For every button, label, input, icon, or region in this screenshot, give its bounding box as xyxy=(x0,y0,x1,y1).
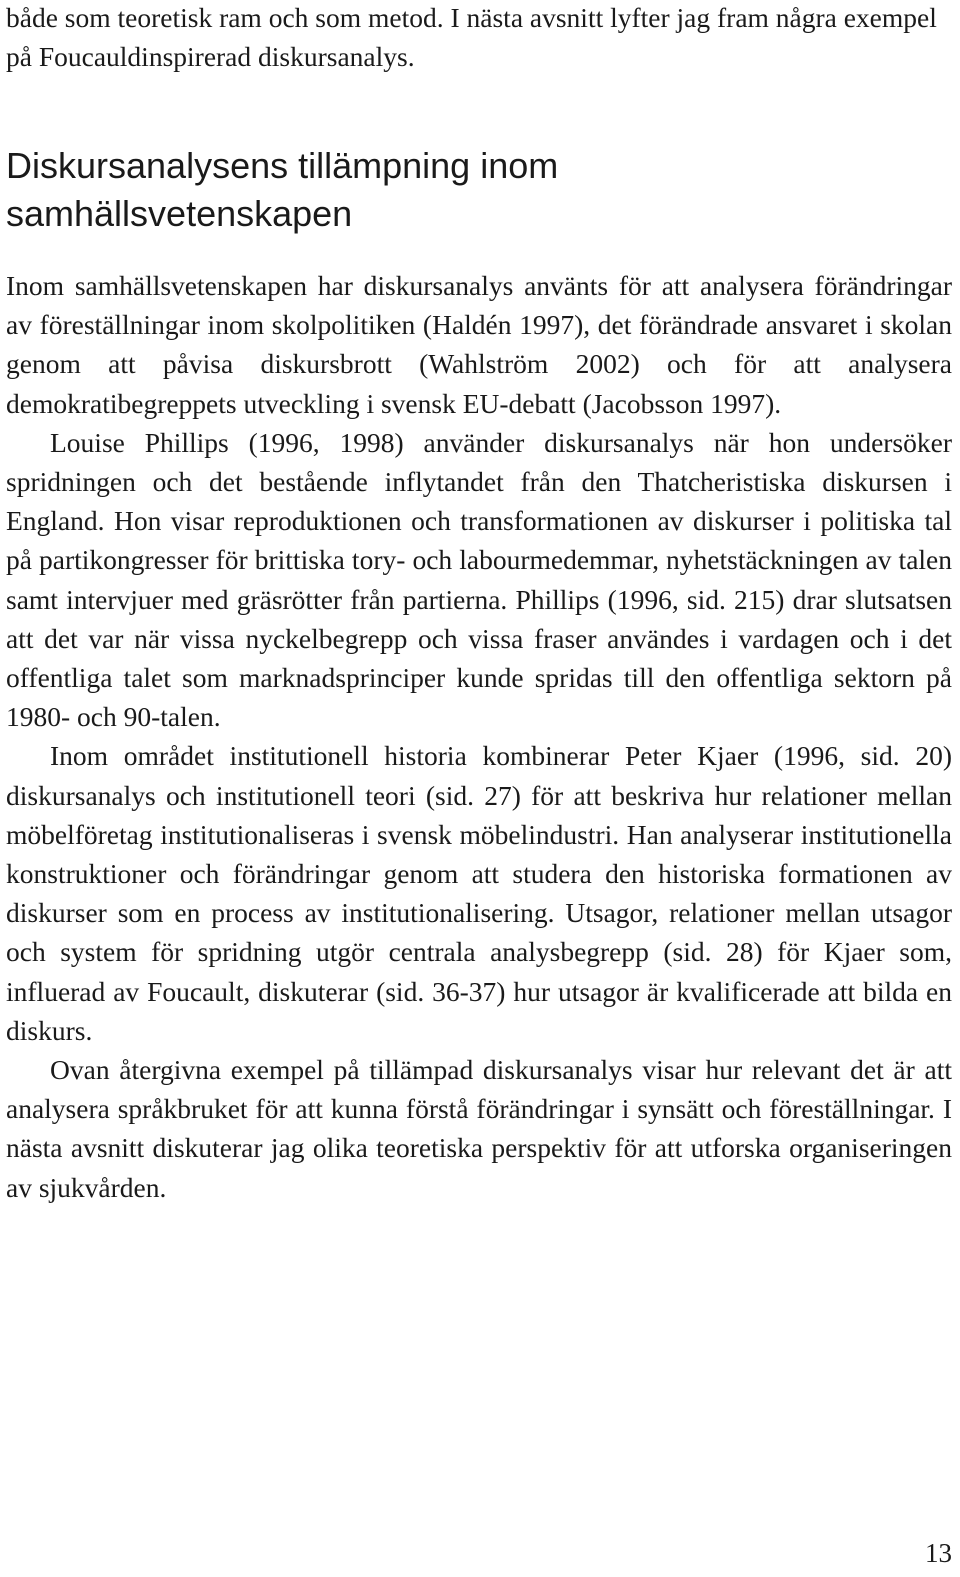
section-heading: Diskursanalysens tillämpning inom samhällsvetenskapen xyxy=(6,145,559,234)
paragraph-3: Inom området institutionell historia kombinerar Peter Kjaer (1996, sid. 20) diskursanalys och institutionell teori (sid. 27) för att beskriva hur relationer mellan möbelföretag institutionaliseras i svensk möbelindustri. Han analyserar institutionella konstruktioner och förändringar genom att studera den historiska formationen av diskurser som en process av institutionalisering. Utsagor, relationer mellan utsagor och system för spridning utgör centrala analysbegrepp (sid. 28) för Kjaer som, influerad av Foucault, diskuterar (sid. 36-37) hur utsagor är kvalificerade att bilda en diskurs. xyxy=(6,740,952,1046)
paragraph-4: Ovan återgivna exempel på tillämpad diskursanalys visar hur relevant det är att analysera språkbruket för att kunna förstå förändringar i synsätt och föreställningar. I nästa avsnitt diskuterar jag olika teoretiska perspektiv för att utforska organiseringen av sjukvården. xyxy=(6,1054,952,1203)
paragraph-2: Louise Phillips (1996, 1998) använder diskursanalys när hon undersöker spridningen och det bestående inflytandet från den Thatcheristiska diskursen i England. Hon visar reproduktionen och transformationen av diskurser i politiska tal på partikongresser för brittiska tory- och labourmedemmar, nyhetstäckningen av talen samt intervjuer med gräsrötter från partierna. Phillips (1996, sid. 215) drar slutsatsen att det var när vissa nyckelbegrepp och vissa fraser användes i vardagen och i det offentliga talet som marknadsprinciper kunde spridas till den offentliga sektorn på 1980- och 90-talen. xyxy=(6,426,952,733)
page-number: 13 xyxy=(925,1538,952,1568)
paragraph-1: Inom samhällsvetenskapen har diskursanalys använts för att analysera förändringar av föreställningar inom skolpolitiken (Haldén 1997), det förändrade ansvaret i skolan genom att påvisa diskursbrott (Wahlström 2002) och för att analysera demokratibegreppets utveckling i svensk EU-debatt (Jacobsson 1997). xyxy=(6,270,952,419)
section-body xyxy=(6,266,952,1207)
lead-paragraph: både som teoretisk ram och som metod. I nästa avsnitt lyfter jag fram några exempel på Foucauldinspirerad diskursanalys. xyxy=(6,2,937,73)
document-page xyxy=(6,0,952,1203)
